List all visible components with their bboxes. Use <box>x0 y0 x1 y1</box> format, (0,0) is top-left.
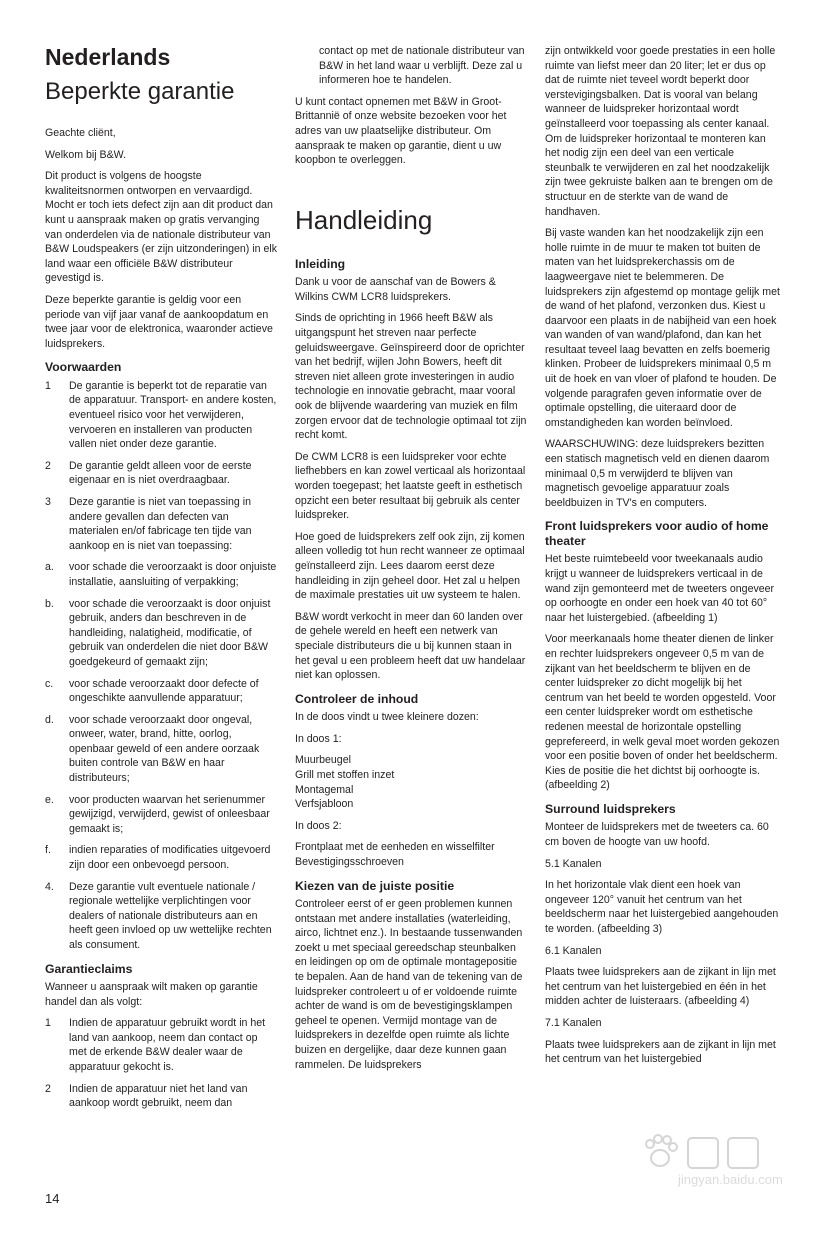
paragraph: Monteer de luidsprekers met de tweeters ca. 60 cm boven de hoogte van uw hoofd. <box>545 821 769 848</box>
list-number: a. <box>45 561 54 574</box>
list-text: voor producten waarvan het serienummer gewijzigd, verwijderd, gewist of onleesbaar gemaakt is; <box>69 793 270 835</box>
paragraph: Geachte cliënt, <box>45 127 116 139</box>
list-item: Verfsjabloon <box>295 798 354 811</box>
list-text: Deze garantie is niet van toepassing in andere gevallen dan defecten van materialen en/of fabricage ten tijde van aankoop en is niet van toepassing: <box>69 495 252 552</box>
list-item <box>45 597 278 670</box>
paragraph: Wanneer u aanspraak wilt maken op garantie handel dan als volgt: <box>45 981 258 1008</box>
manual-title: Handleiding <box>295 204 433 235</box>
list-item <box>45 880 278 953</box>
page-number: 14 <box>45 1191 60 1206</box>
list-item: Muurbeugel <box>295 754 351 767</box>
paragraph: Het beste ruimtebeeld voor tweekanaals audio krijgt u wanneer de luidsprekers verticaal in de wand zijn gemonteerd met de tweeters ongeveer op oorhoogte en onder een hoek van 40 tot 60° naar het luistergebied. (afbeelding 1) <box>545 553 775 624</box>
list-number: 4. <box>45 880 54 893</box>
list-number: 2 <box>45 1082 51 1095</box>
paragraph: Plaats twee luidsprekers aan de zijkant in lijn met het centrum van het luistergebied <box>545 1038 776 1066</box>
list-item <box>45 459 278 488</box>
list-item <box>45 1016 278 1074</box>
section-heading-front: Front luidsprekers voor audio of home theater <box>545 519 769 548</box>
section-heading-surround: Surround luidsprekers <box>545 801 676 816</box>
list-item: Bevestigingsschroeven <box>295 855 404 868</box>
paragraph: 6.1 Kanalen <box>545 944 602 957</box>
warranty-title: Beperkte garantie <box>45 78 235 105</box>
list-number: 3 <box>45 495 51 508</box>
paragraph: In het horizontale vlak dient een hoek van ongeveer 120° vanuit het centrum van het beeldscherm naar het luistergebied aangehouden te worden. (afbeelding 3) <box>545 879 779 935</box>
paragraph: In doos 1: <box>295 732 342 745</box>
list-item <box>45 677 278 706</box>
list-number: c. <box>45 677 54 690</box>
list-number: e. <box>45 793 54 806</box>
column-1 <box>45 44 278 1118</box>
paragraph: Dit product is volgens de hoogste kwaliteitsnormen ontworpen en vervaardigd. Mocht er toch iets defect zijn aan dit product dan kunt u aanspraak maken op gratis vervanging van onderdelen via de nationale distributeur van B&W Loudspeakers (er zijn uitzonderingen) in elk land waar een officiële B&W distributeur gevestigd is. <box>45 170 278 285</box>
list-text: voor schade veroorzaakt door ongeval, onweer, water, brand, hitte, oorlog, openbaar geweld of een andere oorzaak buiten controle van B&W en haar distributeurs; <box>69 713 260 785</box>
list-item: Grill met stoffen inzet <box>295 768 395 781</box>
list-text: De garantie geldt alleen voor de eerste eigenaar en is niet overdraagbaar. <box>69 459 252 487</box>
list-item <box>45 379 278 452</box>
list-item <box>45 560 278 589</box>
paragraph: Sinds de oprichting in 1966 heeft B&W als uitgangspunt het streven naar perfecte geluidsweergave. Geïnspireerd door de oprichter van het bedrijf, wijlen John Bowers, heeft dit streven niet alleen grote investeringen in audio technologie en innovatie gebracht, maar vooral ook de blijvende waardering van muziek en film zorgen ervoor dat de technologie optimaal tot zijn recht komt. <box>295 312 527 442</box>
section-heading-claims: Garantieclaims <box>45 961 133 976</box>
list-text: Indien de apparatuur gebruikt wordt in het land van aankoop, neem dan contact op met de erkende B&W dealer waar de apparatuur gekocht is. <box>69 1017 266 1074</box>
list-item <box>45 1082 278 1111</box>
paragraph: Controleer eerst of er geen problemen kunnen ontstaan met andere installaties (waterleiding, airco, lichtnet enz.). In bestaande tussenwanden zoekt u met speciaal gereedschap steunbalken en leidingen op om de optimale montagepositie te bepalen. Aan de hand van de tekening van de luidspreker controleert u of er voldoende ruimte achter de wand is om de bevestigingsklampen geheel te openen. Vermijd montage van de luidsprekers in dezelfde open ruimte als lichte buizen en dergelijke, daar deze kunnen gaan rammelen. De luidsprekers <box>295 898 523 1071</box>
paragraph: Deze beperkte garantie is geldig voor een periode van vijf jaar vanaf de aankoopdatum en twee jaar voor de elektronica, waaronder actieve luidsprekers. <box>45 293 273 350</box>
list-item <box>45 495 278 553</box>
section-heading-inhoud: Controleer de inhoud <box>295 691 419 706</box>
paragraph: In doos 2: <box>295 819 342 832</box>
list-text: Deze garantie vult eventuele nationale / regionale wettelijke verplichtingen voor dealers of nationale distributeurs aan en heeft geen invloed op uw wettelijke rechten als consument. <box>69 880 272 951</box>
claims-list <box>45 1016 278 1111</box>
paw-logo-icon <box>638 1130 788 1175</box>
column-2 <box>295 44 528 1079</box>
paragraph: Dank u voor de aanschaf van de Bowers & Wilkins CWM LCR8 luidsprekers. <box>295 276 496 303</box>
list-text: voor schade die veroorzaakt is door onjuist gebruik, anders dan beschreven in de handleiding, nalatigheid, modificatie, of gebruik van onderdelen die niet door B&W goedgekeurd of gemaakt zijn; <box>69 597 271 668</box>
list-item: Montagemal <box>295 783 354 796</box>
list-text: indien reparaties of modificaties uitgevoerd zijn door een onbevoegd persoon. <box>69 844 271 872</box>
paragraph: B&W wordt verkocht in meer dan 60 landen over de gehele wereld en heeft een netwerk van speciale distributeurs die u bij kunnen staan in het geval u een probleem heeft dat uw handelaar niet kan oplossen. <box>295 610 526 682</box>
paragraph: Voor meerkanaals home theater dienen de linker en rechter luidsprekers ongeveer 0,5 m van de zijkant van het beeldscherm te blijven en de center luidspreker zo dicht mogelijk bij het centrum van het beeld te worden opgesteld. Voor een center luidspreker wordt om esthetische redenen meestal de horizontale opstelling geprefereerd, in welk geval moet worden gekozen voor een positie boven of onder het beeldscherm. Kies de positie die het dichtst bij oorhoogte is. (afbeelding 2) <box>545 633 780 792</box>
section-heading-inleiding: Inleiding <box>295 256 346 271</box>
paragraph: WAARSCHUWING: deze luidsprekers bezitten een statisch magnetisch veld en dienen daarom minimaal 0,5 m verwijderd te blijven van magnetisch gevoelige apparatuur zoals beeldbuizen in TV's en computers. <box>545 438 770 509</box>
list-text: Indien de apparatuur niet het land van aankoop wordt gebruikt, neem dan <box>69 1082 248 1110</box>
list-item: Frontplaat met de eenheden en wisselfilter <box>295 841 495 854</box>
column-3 <box>545 44 780 1074</box>
paragraph: U kunt contact opnemen met B&W in Groot-Brittannië of onze website bezoeken voor het adres van uw plaatselijke distributeur. Om aanspraak te maken op garantie, dient u uw koopbon te overleggen. <box>295 95 507 167</box>
list-number: 2 <box>45 459 51 472</box>
box2-contents <box>295 840 528 869</box>
paragraph: Welkom bij B&W. <box>45 148 127 161</box>
section-heading-positie: Kiezen van de juiste positie <box>295 878 455 893</box>
list-number: 1 <box>45 379 51 392</box>
section-heading-voorwaarden: Voorwaarden <box>45 360 122 375</box>
paragraph: Bij vaste wanden kan het noodzakelijk zijn een holle ruimte in de muur te maken tot buiten de maten van het luidsprekerchassis om de laagweergave niet te belemmeren. De luidsprekers zijn afgestemd op montage gelijk met de wand of het plafond, verzonken dus. Kiest u daarvoor een plaats in de nabijheid van een hoek van wanden of van wand/plafond, dan kan het resultaat teveel laag bevatten en zelfs boemerig klinken. Probeer de luidsprekers minimaal 0,5 m uit de hoek en van vloer of plafond te houden. De volgende paragrafen geven informatie over de optimale opstelling, die uiteraard door de omstandigheden kan worden beïnvloed. <box>545 227 780 429</box>
paragraph: Hoe goed de luidsprekers zelf ook zijn, zij komen alleen volledig tot hun recht wanneer ze optimaal geïnstalleerd zijn. Lees daarom eerst deze handleiding in zijn geheel door. Het zal u helpen de maximale prestaties uit uw systeem te halen. <box>295 530 525 602</box>
list-item <box>45 713 278 786</box>
paragraph: 7.1 Kanalen <box>545 1016 602 1029</box>
list-continuation: contact op met de nationale distributeur van B&W in het land waar u verblijft. Deze zal u informeren hoe te handelen. <box>319 45 525 87</box>
box1-contents <box>295 753 528 811</box>
list-text: De garantie is beperkt tot de reparatie van de apparatuur. Transport- en andere kosten, eventueel risico voor het verwijderen, vervoeren en installeren van producten vallen niet onder deze garantie. <box>69 379 277 451</box>
list-text: voor schade die veroorzaakt is door onjuiste installatie, aansluiting of verpakking; <box>69 561 277 588</box>
language-heading: Nederlands <box>45 44 171 70</box>
paragraph: Plaats twee luidsprekers aan de zijkant in lijn met het centrum van het luistergebied en één in het midden achter de luisteraars. (afbeelding 4) <box>545 966 776 1008</box>
paragraph: 5.1 Kanalen <box>545 857 602 870</box>
list-item <box>45 793 278 837</box>
list-number: 1 <box>45 1017 51 1030</box>
watermark-text: jingyan.baidu.com <box>678 1172 783 1187</box>
paragraph: In de doos vindt u twee kleinere dozen: <box>295 711 479 724</box>
list-item <box>45 843 278 872</box>
list-text: voor schade veroorzaakt door defecte of ongeschikte aanvullende apparatuur; <box>69 677 259 705</box>
list-number: f. <box>45 844 51 857</box>
watermark <box>638 1130 788 1200</box>
list-number: b. <box>45 597 54 610</box>
paragraph: zijn ontwikkeld voor goede prestaties in een holle ruimte van liefst meer dan 20 liter; let er dus op dat de ruimte niet teveel wordt beperkt door verstevigingsbalken. Dat is vooral van belang wanneer de luidspreker horizontaal wordt geïnstalleerd voor toepassing als center kanaal. Om de luidspreker horizontaal te monteren kan het nodig zijn een deel van een verticale steunbalk te verwijderen en zal het noodzakelijk zijn twee gekruiste balken aan te brengen om de structuur en de sterkte van de wand de handhaven. <box>545 45 776 218</box>
paragraph: De CWM LCR8 is een luidspreker voor echte liefhebbers en kan zowel verticaal als horizontaal worden toegepast; het laatste geeft in esthetisch opzicht een beter resultaat bij gebruik als center luidspreker. <box>295 450 526 522</box>
list-number: d. <box>45 713 54 726</box>
conditions-list <box>45 379 278 953</box>
